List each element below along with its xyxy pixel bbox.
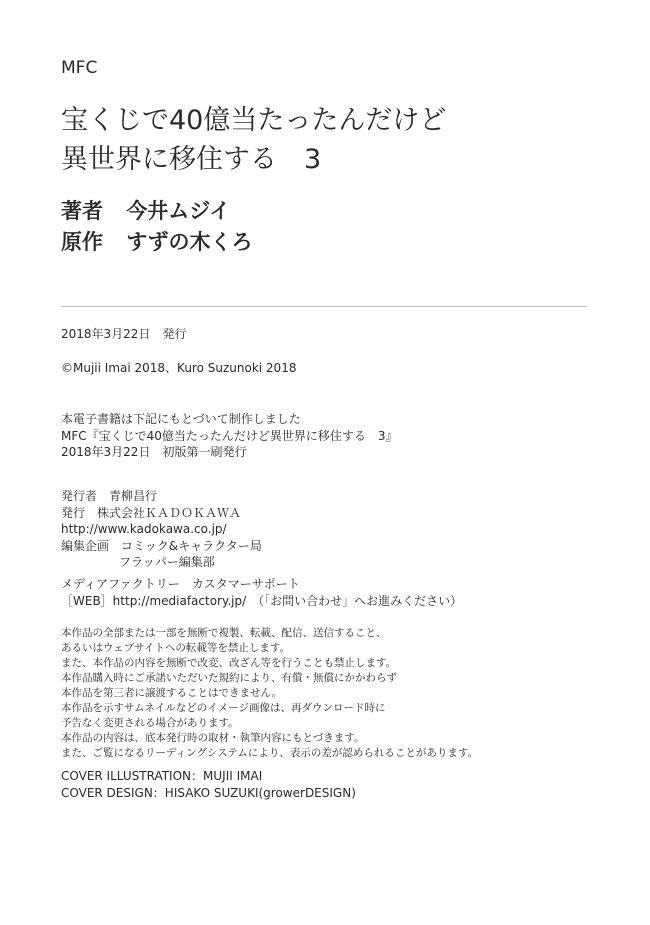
book-title-line2: 異世界に移住する 3 bbox=[61, 144, 322, 175]
original-role: 原作 bbox=[61, 230, 103, 254]
issue-date: 2018年3月22日 発行 bbox=[61, 327, 187, 341]
notice-line: 本作品の内容は、底本発行時の取材・執筆内容にもとづきます。 bbox=[61, 732, 365, 744]
notice-line: 予告なく変更される場合があります。 bbox=[61, 717, 239, 729]
notice-line: 本作品を示すサムネイルなどのイメージ画像は、再ダウンロード時に bbox=[61, 702, 386, 714]
editorial-department: フラッパー編集部 bbox=[119, 555, 215, 569]
divider bbox=[61, 306, 587, 307]
cover-design-credit: COVER DESIGN：HISAKO SUZUKI(growerDESIGN) bbox=[61, 785, 356, 800]
editorial-line: 編集企画 コミック&キャラクター局 bbox=[61, 538, 262, 553]
ebook-line: 本電子書籍は下記にもとづいて制作しました bbox=[61, 412, 301, 426]
ebook-line: 2018年3月22日 初版第一刷発行 bbox=[61, 445, 247, 459]
notice-line: また、ご覧になるリーディングシステムにより、表示の差が認められることがあります。 bbox=[61, 747, 479, 759]
copyright-notice: ©Mujii Imai 2018、Kuro Suzunoki 2018 bbox=[61, 361, 297, 375]
issuer-line: 発行 株式会社ＫＡＤＯＫＡＷＡ bbox=[61, 505, 242, 520]
customer-support-block bbox=[61, 576, 462, 609]
notice-line: あるいはウェブサイトへの転載等を禁止します。 bbox=[61, 642, 291, 654]
author-name: 今井ムジイ bbox=[126, 199, 231, 223]
publisher-url: http://www.kadokawa.co.jp/ bbox=[61, 522, 227, 536]
ebook-line: MFC『宝くじで40億当たったんだけど異世界に移住する 3』 bbox=[61, 428, 398, 443]
publisher-line: 発行者 青柳昌行 bbox=[61, 489, 158, 503]
publisher-block bbox=[61, 488, 262, 571]
author-role: 著者 bbox=[61, 199, 103, 223]
original-name: すずの木くろ bbox=[126, 230, 253, 254]
imprint-label: MFC bbox=[61, 58, 98, 78]
notice-line: 本作品の全部または一部を無断で複製、転載、配信、送信すること、 bbox=[61, 627, 387, 639]
original-credit bbox=[61, 226, 253, 256]
author-credit bbox=[61, 195, 230, 225]
book-title-line1: 宝くじで40億当たったんだけど bbox=[61, 105, 447, 136]
cover-illustration-credit: COVER ILLUSTRATION：MUJII IMAI bbox=[61, 769, 263, 783]
ebook-source-block bbox=[61, 411, 398, 461]
notice-line: また、本作品の内容を無断で改変、改ざん等を行うことも禁止します。 bbox=[61, 657, 397, 669]
cover-credits-block bbox=[61, 768, 356, 801]
notice-line: 本作品を第三者に譲渡することはできません。 bbox=[61, 687, 283, 699]
support-web-line: ［WEB］http://mediafactory.jp/ （「お問い合わせ」へお進みください） bbox=[61, 593, 463, 608]
legal-notice-block bbox=[61, 626, 478, 761]
support-line: メディアファクトリー カスタマーサポート bbox=[61, 577, 300, 591]
notice-line: 本作品購入時にご承諾いただいた規約により、有償・無償にかかわらず bbox=[61, 672, 397, 684]
